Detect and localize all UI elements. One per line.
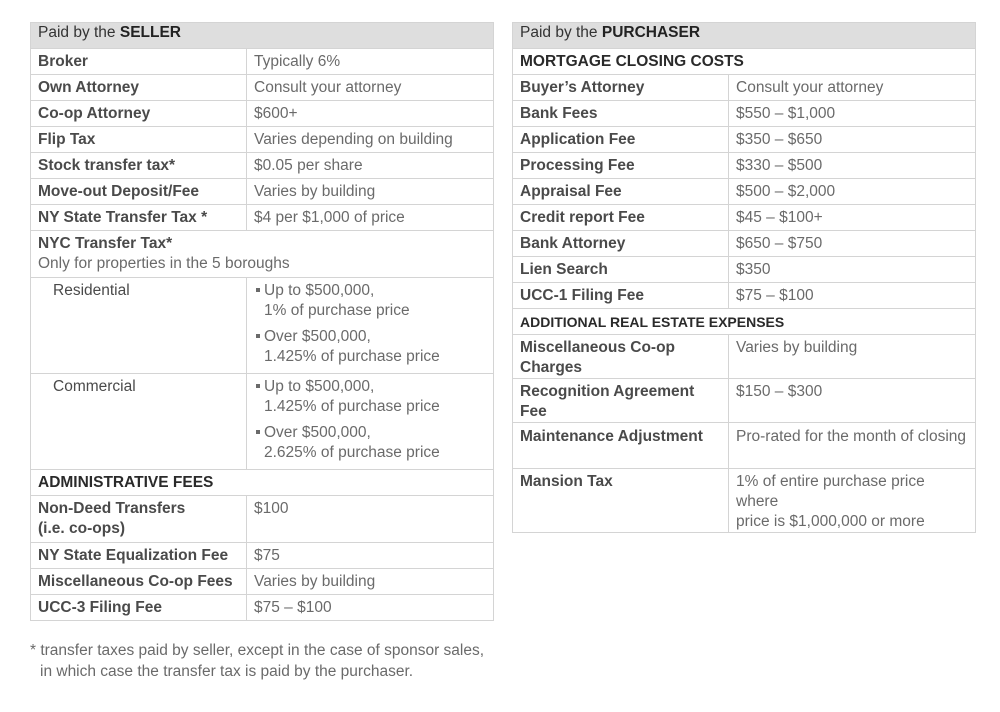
row-value: Pro-rated for the month of closing — [729, 423, 976, 469]
row-label: UCC-1 Filing Fee — [513, 283, 729, 309]
row-label: Credit report Fee — [513, 205, 729, 231]
table-row — [31, 75, 494, 101]
row-label: Miscellaneous Co-op Charges — [513, 335, 729, 379]
seller-header-row — [31, 23, 494, 49]
table-row — [31, 49, 494, 75]
row-label: Co-op Attorney — [31, 101, 247, 127]
nyc-transfer-tax-sublabel: Only for properties in the 5 boroughs — [38, 255, 290, 272]
row-value: Consult your attorney — [729, 75, 976, 101]
row-value: $45 – $100+ — [729, 205, 976, 231]
row-value: $330 – $500 — [729, 153, 976, 179]
bullet-item: Over $500,000, 1.425% of purchase price — [254, 327, 486, 367]
row-value: $0.05 per share — [247, 153, 494, 179]
section-heading-row — [513, 49, 976, 75]
seller-costs-table — [30, 22, 494, 621]
row-value: Consult your attorney — [247, 75, 494, 101]
row-label: Application Fee — [513, 127, 729, 153]
nyc-transfer-tax-cell — [31, 231, 494, 278]
row-label: Move-out Deposit/Fee — [31, 179, 247, 205]
row-value: Varies by building — [729, 335, 976, 379]
table-row — [513, 231, 976, 257]
row-value: $350 — [729, 257, 976, 283]
row-value: $75 – $100 — [729, 283, 976, 309]
table-row — [513, 179, 976, 205]
footnote-line-2: in which case the transfer tax is paid by the purchaser. — [40, 663, 414, 680]
row-label: Lien Search — [513, 257, 729, 283]
row-value: $500 – $2,000 — [729, 179, 976, 205]
row-label: Buyer’s Attorney — [513, 75, 729, 101]
table-row — [513, 423, 976, 469]
row-value: $350 – $650 — [729, 127, 976, 153]
table-row — [31, 153, 494, 179]
row-value: $75 – $100 — [247, 595, 494, 621]
table-row — [513, 205, 976, 231]
row-label: Stock transfer tax* — [31, 153, 247, 179]
administrative-fees-heading: ADMINISTRATIVE FEES — [31, 470, 494, 496]
seller-header: Paid by the SELLER — [31, 23, 494, 49]
row-value: $650 – $750 — [729, 231, 976, 257]
purchaser-header: Paid by the PURCHASER — [513, 23, 976, 49]
row-label: NY State Transfer Tax * — [31, 205, 247, 231]
row-label: Recognition Agreement Fee — [513, 379, 729, 423]
table-row — [513, 335, 976, 379]
section-heading-row — [513, 309, 976, 335]
table-row — [31, 569, 494, 595]
row-value: Typically 6% — [247, 49, 494, 75]
row-label: Appraisal Fee — [513, 179, 729, 205]
table-row — [31, 543, 494, 569]
row-value: $75 — [247, 543, 494, 569]
row-label: Maintenance Adjustment — [513, 423, 729, 469]
nyc-transfer-tax-row — [31, 231, 494, 278]
row-value: Varies by building — [247, 569, 494, 595]
section-heading-row — [31, 470, 494, 496]
residential-rates — [247, 278, 494, 374]
row-label: UCC-3 Filing Fee — [31, 595, 247, 621]
mortgage-closing-costs-heading: MORTGAGE CLOSING COSTS — [513, 49, 976, 75]
table-row — [31, 595, 494, 621]
footnote-line-1: * transfer taxes paid by seller, except in the case of sponsor sales, — [30, 642, 485, 659]
row-value: $100 — [247, 496, 494, 543]
row-label: Broker — [31, 49, 247, 75]
table-row — [513, 153, 976, 179]
table-row — [513, 283, 976, 309]
purchaser-header-bold: PURCHASER — [601, 24, 701, 41]
table-row — [31, 101, 494, 127]
bullet-item: Over $500,000, 2.625% of purchase price — [254, 423, 486, 463]
row-label: Flip Tax — [31, 127, 247, 153]
row-label: Own Attorney — [31, 75, 247, 101]
commercial-rates — [247, 374, 494, 470]
seller-header-bold: SELLER — [119, 24, 182, 41]
table-row — [513, 257, 976, 283]
footnote — [30, 640, 500, 682]
purchaser-costs-table — [512, 22, 976, 533]
row-value: $600+ — [247, 101, 494, 127]
purchaser-header-row — [513, 23, 976, 49]
table-row — [513, 101, 976, 127]
row-value: Varies depending on building — [247, 127, 494, 153]
row-value: 1% of entire purchase price where price is $1,000,000 or more — [729, 469, 976, 533]
row-label: Mansion Tax — [513, 469, 729, 533]
row-value: $150 – $300 — [729, 379, 976, 423]
bullet-item: Up to $500,000, 1.425% of purchase price — [254, 377, 486, 417]
row-label: NY State Equalization Fee — [31, 543, 247, 569]
commercial-label: Commercial — [31, 374, 247, 470]
row-label: Miscellaneous Co-op Fees — [31, 569, 247, 595]
commercial-row — [31, 374, 494, 470]
row-label: Bank Fees — [513, 101, 729, 127]
residential-label: Residential — [31, 278, 247, 374]
table-row — [31, 496, 494, 543]
table-row — [513, 469, 976, 533]
row-label: Non-Deed Transfers (i.e. co-ops) — [31, 496, 247, 543]
row-label: Processing Fee — [513, 153, 729, 179]
nyc-transfer-tax-label: NYC Transfer Tax* — [38, 235, 173, 252]
bullet-item: Up to $500,000, 1% of purchase price — [254, 281, 486, 321]
table-row — [31, 179, 494, 205]
table-row — [31, 127, 494, 153]
table-row — [513, 379, 976, 423]
row-value: Varies by building — [247, 179, 494, 205]
row-label: Bank Attorney — [513, 231, 729, 257]
row-value: $4 per $1,000 of price — [247, 205, 494, 231]
table-row — [31, 205, 494, 231]
residential-row — [31, 278, 494, 374]
additional-real-estate-expenses-heading: ADDITIONAL REAL ESTATE EXPENSES — [513, 309, 976, 335]
table-row — [513, 127, 976, 153]
row-value: $550 – $1,000 — [729, 101, 976, 127]
table-row — [513, 75, 976, 101]
